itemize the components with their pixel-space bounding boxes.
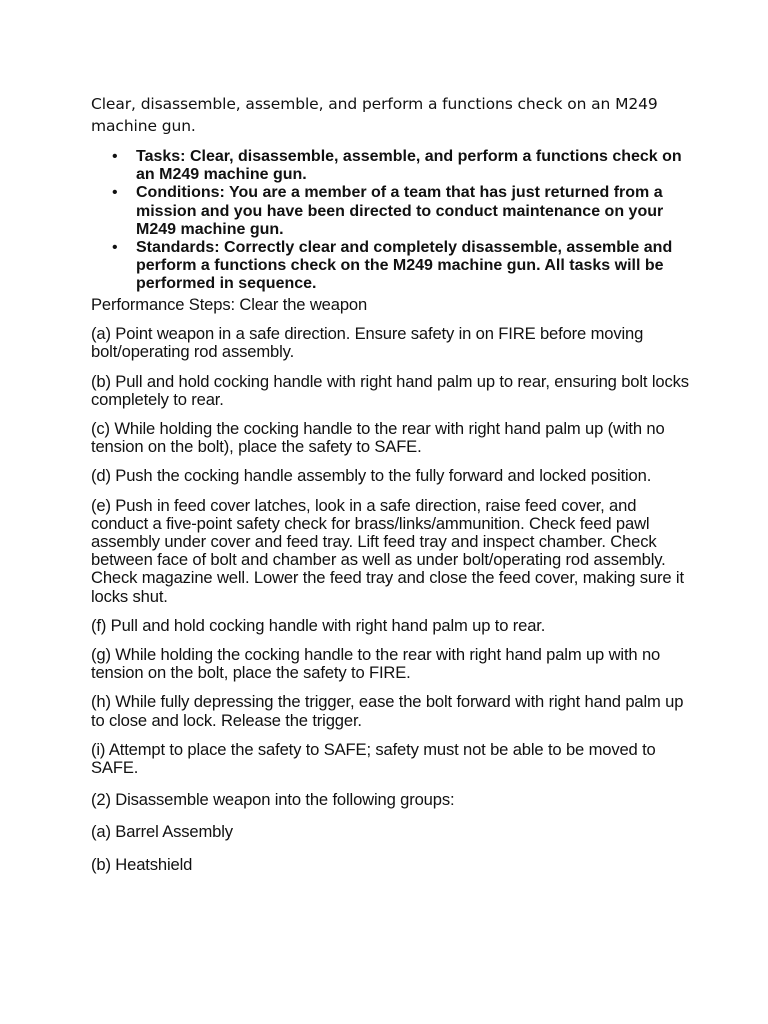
bullet-conditions: • Conditions: You are a member of a team that has just returned from a mission and you have been directed to conduct maintenance on your M249 machine gun. xyxy=(108,184,688,239)
group-barrel-assembly: (a) Barrel Assembly xyxy=(91,822,233,842)
step-d: (d) Push the cocking handle assembly to the fully forward and locked position. xyxy=(91,466,652,486)
document-title: Clear, disassemble, assemble, and perform a functions check on an M249 machine gun. xyxy=(91,95,658,135)
step-h: (h) While fully depressing the trigger, ease the bolt forward with right hand palm up to close and lock. Release the trigger. xyxy=(91,692,684,730)
step-c: (c) While holding the cocking handle to the rear with right hand palm up (with no tension on the bolt), place the safety to SAFE. xyxy=(91,419,665,457)
bullet-tasks: • Tasks: Clear, disassemble, assemble, and perform a functions check on an M249 machine gun. xyxy=(108,148,688,184)
step-f: (f) Pull and hold cocking handle with right hand palm up to rear. xyxy=(91,615,546,635)
step-b: (b) Pull and hold cocking handle with right hand palm up to rear, ensuring bolt locks completely to rear. xyxy=(91,371,689,409)
performance-heading: Performance Steps: Clear the weapon xyxy=(91,295,368,314)
task-bullet-list xyxy=(108,148,688,294)
step-e: (e) Push in feed cover latches, look in a safe direction, raise feed cover, and conduct a five-point safety check for brass/links/ammunition. Check feed pawl assembly under cover and feed tray. Lift feed tray and inspect chamber. Check between face of bolt and chamber as well as under bolt/operating rod assembly. Check magazine well. Lower the feed tray and close the feed cover, making sure it locks shut. xyxy=(91,495,684,606)
step-a: (a) Point weapon in a safe direction. Ensure safety in on FIRE before moving bolt/operating rod assembly. xyxy=(91,324,644,362)
performance-steps xyxy=(91,296,691,885)
step-g: (g) While holding the cocking handle to the rear with right hand palm up with no tension on the bolt, place the safety to FIRE. xyxy=(91,645,661,683)
bullet-standards: • Standards: Correctly clear and completely disassemble, assemble and perform a functions check on the M249 machine gun. All tasks will be performed in sequence. xyxy=(108,239,688,294)
group-heatshield: (b) Heatshield xyxy=(91,854,193,874)
disassemble-heading: (2) Disassemble weapon into the following groups: xyxy=(91,790,455,810)
step-i: (i) Attempt to place the safety to SAFE; safety must not be able to be moved to SAFE. xyxy=(91,739,656,778)
